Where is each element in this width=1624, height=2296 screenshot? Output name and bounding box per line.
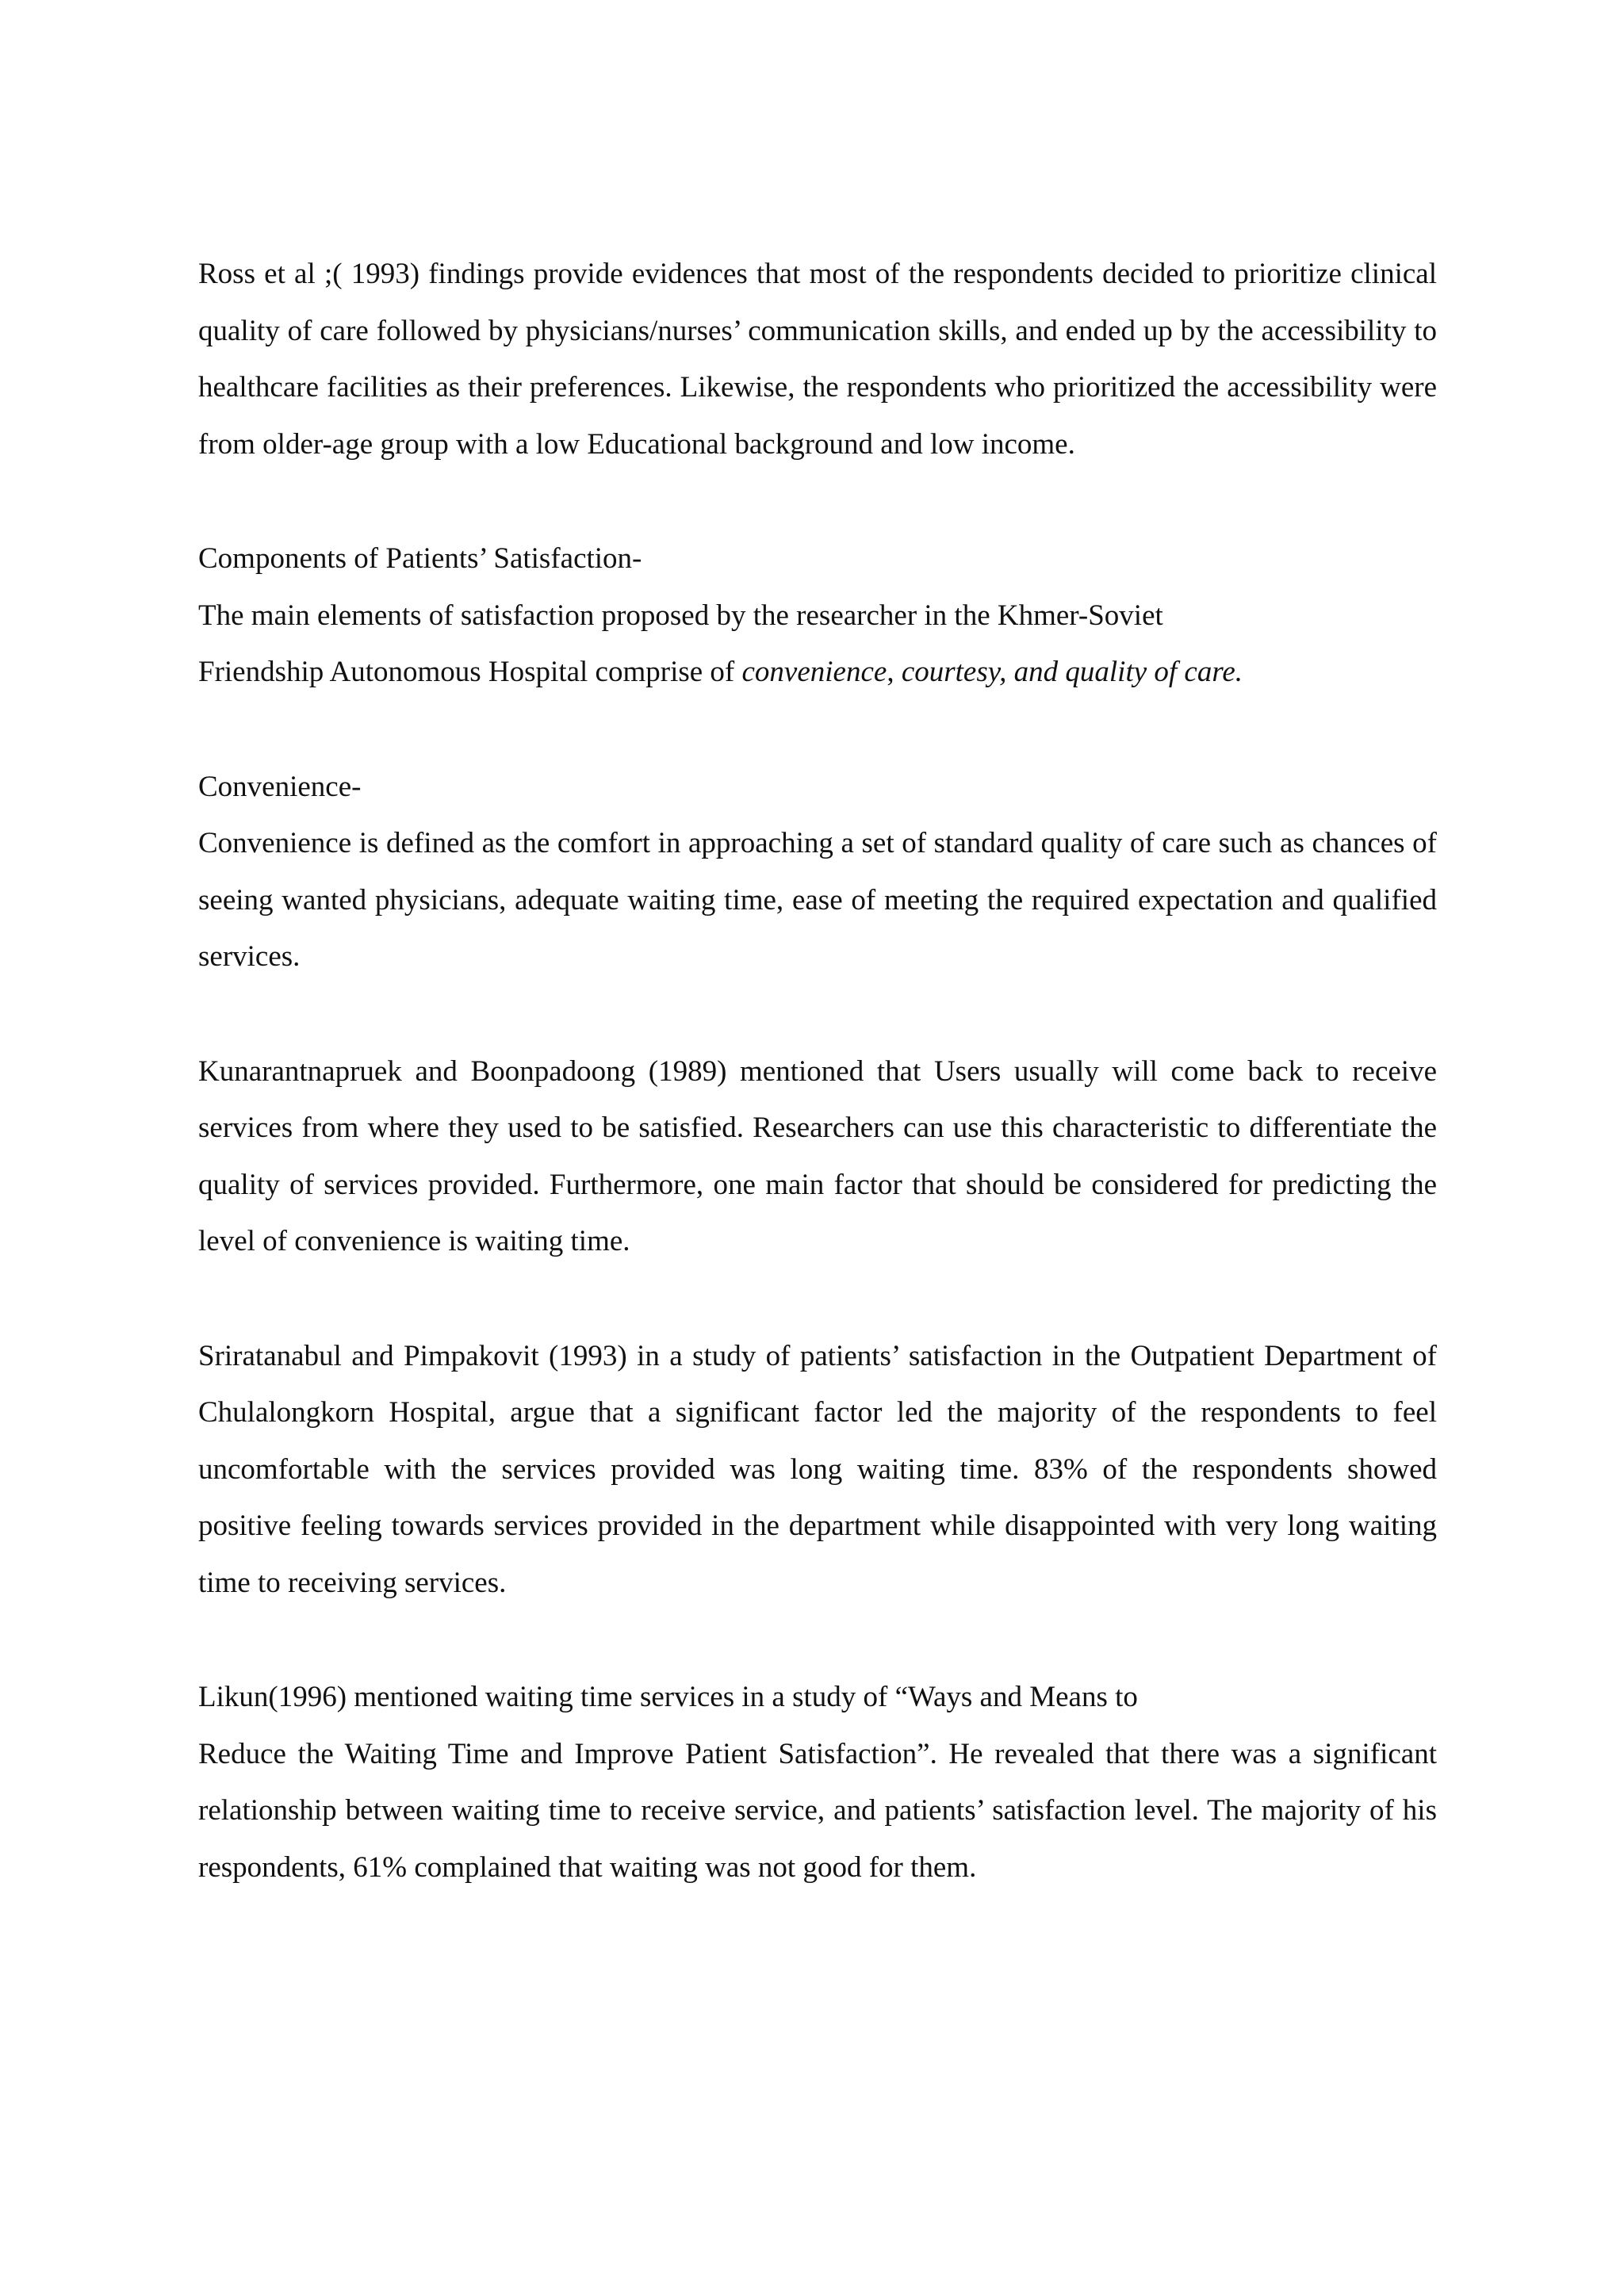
paragraph-gap	[198, 1270, 1437, 1328]
paragraph-gap	[198, 1611, 1437, 1669]
components-line-1: The main elements of satisfaction proposed by the researcher in the Khmer-Soviet	[198, 599, 1163, 632]
components-comma: ,	[887, 656, 902, 688]
convenience-heading: Convenience-	[198, 770, 362, 803]
paragraph-gap	[198, 701, 1437, 759]
paragraph-likun-rest: Reduce the Waiting Time and Improve Patient Satisfaction”. He revealed that there was a significant relationship between waiting time to receive service, and patients’ satisfaction level. The majority of his respondents, 61% complained that waiting was not good for them.	[198, 1737, 1437, 1884]
components-italic-courtesy-quality: courtesy, and quality of care.	[901, 656, 1243, 688]
likun-line-1: Likun(1996) mentioned waiting time services in a study of “Ways and Means to	[198, 1681, 1138, 1713]
components-section	[198, 530, 1437, 701]
components-line-2	[198, 644, 1437, 701]
likun-section	[198, 1669, 1437, 1896]
components-heading: Components of Patients’ Satisfaction-	[198, 542, 642, 575]
paragraph-gap	[198, 473, 1437, 530]
convenience-section	[198, 759, 1437, 985]
paragraph-ross: Ross et al ;( 1993) findings provide evidences that most of the respondents decided to prioritize clinical quality of care followed by physicians/nurses’ communication skills, and ended up by the accessibility to healthcare facilities as their preferences. Likewise, the respondents who prioritized the accessibility were from older-age group with a low Educational background and low income.	[198, 258, 1437, 461]
paragraph-sriratanabul: Sriratanabul and Pimpakovit (1993) in a study of patients’ satisfaction in the Outpatient Department of Chulalongkorn Hospital, argue that a significant factor led the majority of the respondents to feel uncomfortable with the services provided was long waiting time. 83% of the respondents showed positive feeling towards services provided in the department while disappointed with very long waiting time to receiving services.	[198, 1339, 1437, 1599]
components-italic-convenience: convenience	[741, 656, 887, 688]
paragraph-gap	[198, 985, 1437, 1043]
document-body	[198, 246, 1437, 1896]
paragraph-kunarantnapruek: Kunarantnapruek and Boonpadoong (1989) mentioned that Users usually will come back to receive services from where they used to be satisfied. Researchers can use this characteristic to differentiate the quality of services provided. Furthermore, one main factor that should be considered for predicting the level of convenience is waiting time.	[198, 1054, 1437, 1257]
paragraph-convenience: Convenience is defined as the comfort in approaching a set of standard quality of care such as chances of seeing wanted physicians, adequate waiting time, ease of meeting the required expectation and qualified services.	[198, 827, 1437, 973]
components-line-2-prefix: Friendship Autonomous Hospital comprise of	[198, 656, 742, 688]
